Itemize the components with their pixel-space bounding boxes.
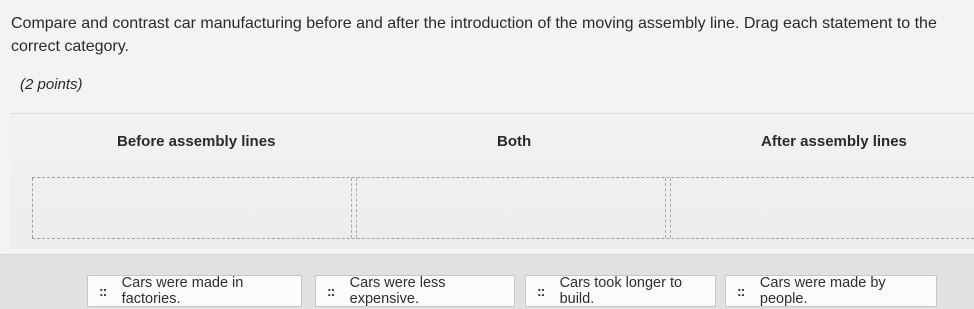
statement-chip[interactable] xyxy=(315,275,515,307)
drop-zone-before[interactable] xyxy=(32,178,356,238)
statement-chip[interactable] xyxy=(87,275,302,307)
statement-label: Cars were made by people. xyxy=(759,275,886,307)
statement-chip[interactable] xyxy=(525,275,716,307)
drag-handle-icon: :: xyxy=(99,283,107,299)
category-header-both: Both xyxy=(497,133,532,150)
category-header-before: Before assembly lines xyxy=(117,133,276,150)
drop-zone-both[interactable] xyxy=(356,178,670,238)
category-header-after: After assembly lines xyxy=(761,133,907,150)
question-text: Compare and contrast car manufacturing before and after the introduction of the moving assembly line. Drag each statement to the correct category. xyxy=(11,15,937,55)
drop-zones xyxy=(32,177,974,239)
question-points: (2 points) xyxy=(20,76,83,93)
statement-label: Cars were less expensive. xyxy=(349,275,446,307)
drag-handle-icon: :: xyxy=(327,283,335,299)
drop-zone-after[interactable] xyxy=(670,178,974,238)
statement-label: Cars were made in factories. xyxy=(121,275,244,307)
statement-chip[interactable] xyxy=(725,275,937,307)
drag-handle-icon: :: xyxy=(537,283,545,299)
drag-handle-icon: :: xyxy=(737,283,745,299)
statement-label: Cars took longer to build. xyxy=(559,275,683,307)
